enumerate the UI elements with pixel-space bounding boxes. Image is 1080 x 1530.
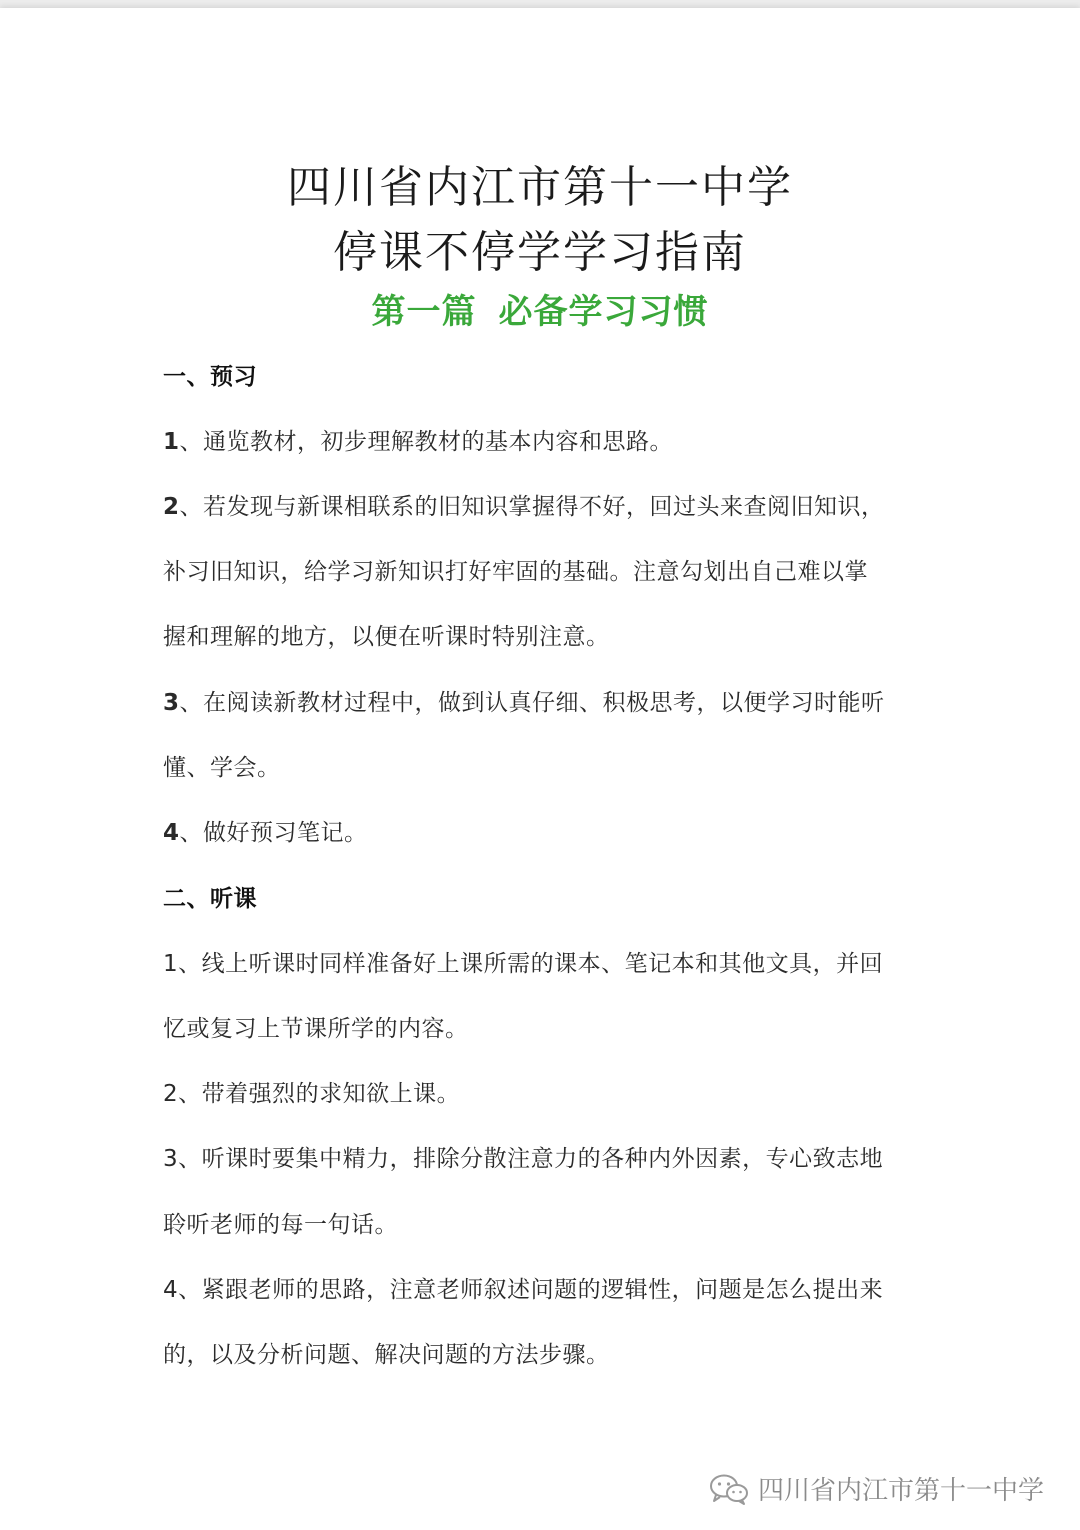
document-page bbox=[0, 8, 1080, 1530]
page-title-line-1: 四川省内江市第十一中学 bbox=[287, 162, 793, 213]
list-item: 3、听课时要集中精力，排除分散注意力的各种内外因素，专心致志地 bbox=[163, 1146, 884, 1172]
page-title-line-2: 停课不停学学习指南 bbox=[333, 227, 747, 278]
wechat-account-watermark bbox=[708, 1470, 1044, 1507]
list-item-continuation: 握和理解的地方，以便在听课时特别注意。 bbox=[163, 624, 610, 650]
list-item: 2、带着强烈的求知欲上课。 bbox=[163, 1081, 461, 1107]
list-item: 1、通览教材，初步理解教材的基本内容和思路。 bbox=[163, 429, 674, 455]
section-heading-listening: 二、听课 bbox=[163, 886, 257, 912]
list-item-continuation: 聆听老师的每一句话。 bbox=[163, 1212, 398, 1238]
list-item: 2、若发现与新课相联系的旧知识掌握得不好，回过头来查阅旧知识， bbox=[163, 494, 885, 520]
list-item-continuation: 忆或复习上节课所学的内容。 bbox=[163, 1016, 469, 1042]
list-item: 4、紧跟老师的思路，注意老师叙述问题的逻辑性，问题是怎么提出来 bbox=[163, 1277, 884, 1303]
list-item: 1、线上听课时同样准备好上课所需的课本、笔记本和其他文具，并回 bbox=[163, 951, 884, 977]
chapter-number: 第一篇 bbox=[371, 292, 477, 332]
section-heading-preview: 一、预习 bbox=[163, 364, 257, 390]
wechat-icon bbox=[708, 1472, 750, 1506]
list-item: 4、做好预习笔记。 bbox=[163, 820, 368, 846]
account-name: 四川省内江市第十一中学 bbox=[757, 1476, 1044, 1506]
list-item: 3、在阅读新教材过程中，做到认真仔细、积极思考，以便学习时能听 bbox=[163, 690, 885, 716]
chapter-subtitle bbox=[0, 284, 1080, 333]
list-item-continuation: 懂、学会。 bbox=[163, 755, 281, 781]
list-item-continuation: 的，以及分析问题、解决问题的方法步骤。 bbox=[163, 1342, 610, 1368]
chapter-name: 必备学习习惯 bbox=[498, 292, 709, 332]
list-item-continuation: 补习旧知识，给学习新知识打好牢固的基础。注意勾划出自己难以掌 bbox=[163, 559, 868, 585]
